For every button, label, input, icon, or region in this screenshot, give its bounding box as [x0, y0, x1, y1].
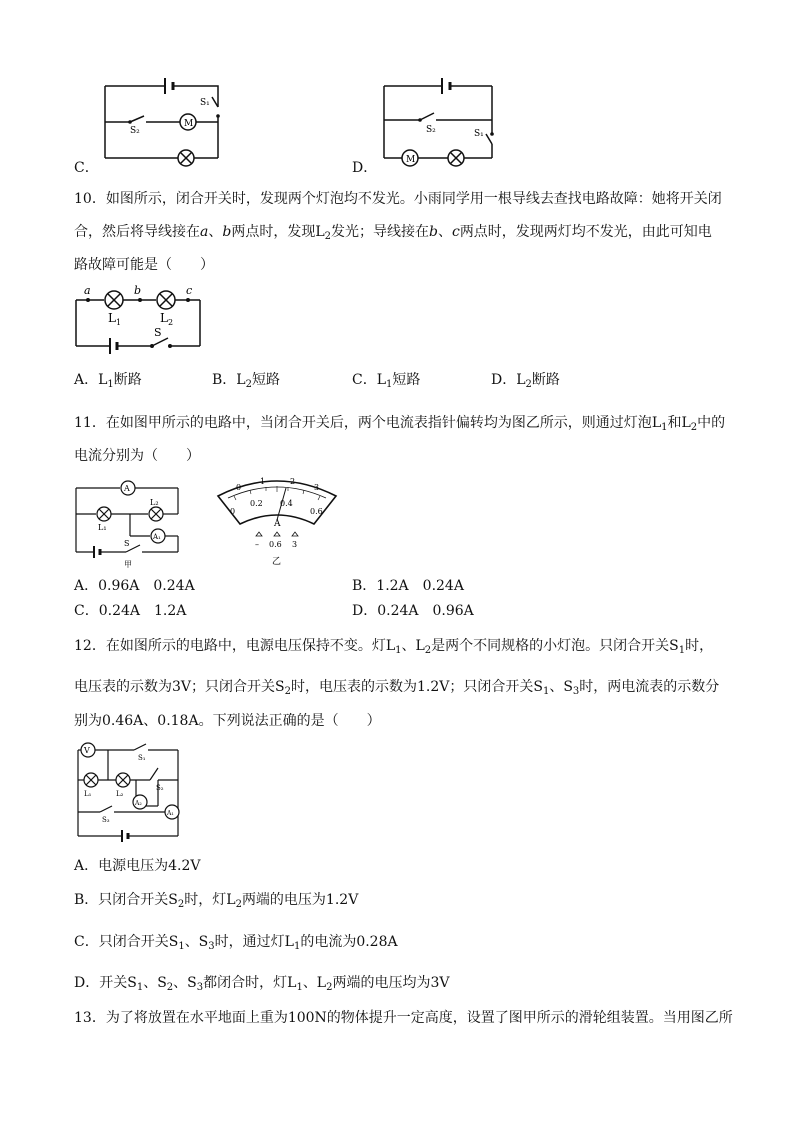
switch-s-label: S — [154, 326, 162, 339]
lamp-l1-label: $L_1$ — [108, 311, 122, 327]
label-s1: S₁ — [474, 129, 484, 139]
point-c-label: c — [186, 284, 193, 297]
q12-line2: 电压表的示数为3V；只闭合开关$S_2$时，电压表的示数为1.2V；只闭合开关$S_1$、$S_3$时，两电流表的示数分 — [74, 679, 720, 697]
caption-jia: 甲 — [124, 560, 132, 569]
dial-top-3: 3 — [314, 483, 320, 492]
q13-line1: 13．为了将放置在水平地面上重为100N的物体提升一定高度，设置了图甲所示的滑轮组装置。当用图乙所 — [74, 1010, 733, 1026]
label-s2: S₂ — [426, 125, 436, 135]
label-s2: S₂ — [130, 126, 140, 136]
q10-line2: 合，然后将导线接在a、b两点时，发现$L_2$发光；导线接在b、c两点时，发现两灯均不发光，由此可知电 — [74, 224, 712, 242]
lamp-l2-label: L₂ — [150, 498, 159, 507]
q11-option-c: C．0.24A 1.2A — [74, 603, 187, 619]
q10-option-d: D．$L_2$断路 — [491, 372, 560, 390]
dial-bottom-04: 0.4 — [280, 499, 293, 508]
switch-s3-label: S₃ — [102, 816, 110, 824]
voltmeter-label: V — [84, 746, 90, 755]
switch-s1-label: S₁ — [138, 754, 146, 762]
dial-bottom-0: 0 — [230, 507, 236, 516]
terminal-06: 0.6 — [269, 540, 282, 549]
terminal-3: 3 — [292, 540, 298, 549]
q10-line1: 10．如图所示，闭合开关时，发现两个灯泡均不发光。小雨同学用一根导线去查找电路故障：她将开关闭 — [74, 191, 722, 207]
q12-option-a: A．电源电压为4.2V — [74, 858, 201, 874]
caption-yi: 乙 — [272, 557, 282, 567]
dial-bottom-06: 0.6 — [310, 507, 323, 516]
ammeter-a1-label: A₁ — [167, 810, 174, 817]
q11-line1: 11．在如图甲所示的电路中，当闭合开关后，两个电流表指针偏转均为图乙所示，则通过灯泡$L_1$和$L_2$中的 — [74, 415, 726, 433]
q11-figure-jia — [72, 478, 184, 570]
q12-line3: 别为0.46A、0.18A。下列说法正确的是（ ） — [74, 713, 381, 729]
switch-s-label: S — [124, 539, 130, 548]
q10-figure — [74, 284, 204, 354]
ammeter-a1-label: A₁ — [153, 533, 161, 541]
dial-top-1: 1 — [260, 477, 266, 486]
lamp-l1-label: L₁ — [98, 523, 107, 532]
dial-unit: A — [274, 519, 281, 529]
label-m: M — [184, 119, 194, 129]
terminal-minus: – — [255, 540, 259, 549]
label-s1: S₁ — [200, 98, 210, 108]
dial-top-0: 0 — [236, 483, 242, 492]
switch-s2-label: S₂ — [156, 784, 164, 792]
q12-figure — [74, 740, 186, 846]
q12-option-b: B．只闭合开关$S_2$时，灯$L_2$两端的电压为1.2V — [74, 892, 359, 910]
q11-figure-yi-ammeter — [214, 472, 340, 572]
lamp-l1-label: L₁ — [84, 790, 92, 798]
q10-option-c: C．$L_1$短路 — [352, 372, 421, 390]
q11-option-d: D．0.24A 0.96A — [352, 603, 474, 619]
dial-top-2: 2 — [290, 477, 296, 486]
figure-option-d — [380, 72, 505, 167]
q10-line3: 路故障可能是（ ） — [74, 257, 214, 273]
option-d-label: D． — [352, 160, 378, 176]
option-c-label: C． — [74, 160, 99, 176]
lamp-l2-label: $L_2$ — [160, 311, 174, 327]
q12-option-d: D．开关$S_1$、$S_2$、$S_3$都闭合时，灯$L_1$、$L_2$两端的电压均为3V — [74, 975, 450, 993]
lamp-l2-label: L₂ — [116, 790, 124, 798]
ammeter-a2-label: A₂ — [135, 800, 142, 807]
q10-option-a: A．$L_1$断路 — [74, 372, 142, 390]
q11-line2: 电流分别为（ ） — [74, 448, 200, 464]
q12-option-c: C．只闭合开关$S_1$、$S_3$时，通过灯$L_1$的电流为0.28A — [74, 934, 398, 952]
point-a-label: a — [84, 284, 91, 297]
figure-option-c — [100, 72, 230, 167]
label-m: M — [406, 155, 416, 165]
point-b-label: b — [134, 284, 142, 297]
ammeter-a-label: A — [124, 484, 130, 493]
q10-option-b: B．$L_2$短路 — [212, 372, 280, 390]
q11-option-b: B．1.2A 0.24A — [352, 578, 464, 594]
q12-line1: 12．在如图所示的电路中，电源电压保持不变。灯$L_1$、$L_2$是两个不同规格的小灯泡。只闭合开关$S_1$时， — [74, 638, 714, 656]
q11-option-a: A．0.96A 0.24A — [74, 578, 195, 594]
dial-bottom-02: 0.2 — [250, 499, 263, 508]
